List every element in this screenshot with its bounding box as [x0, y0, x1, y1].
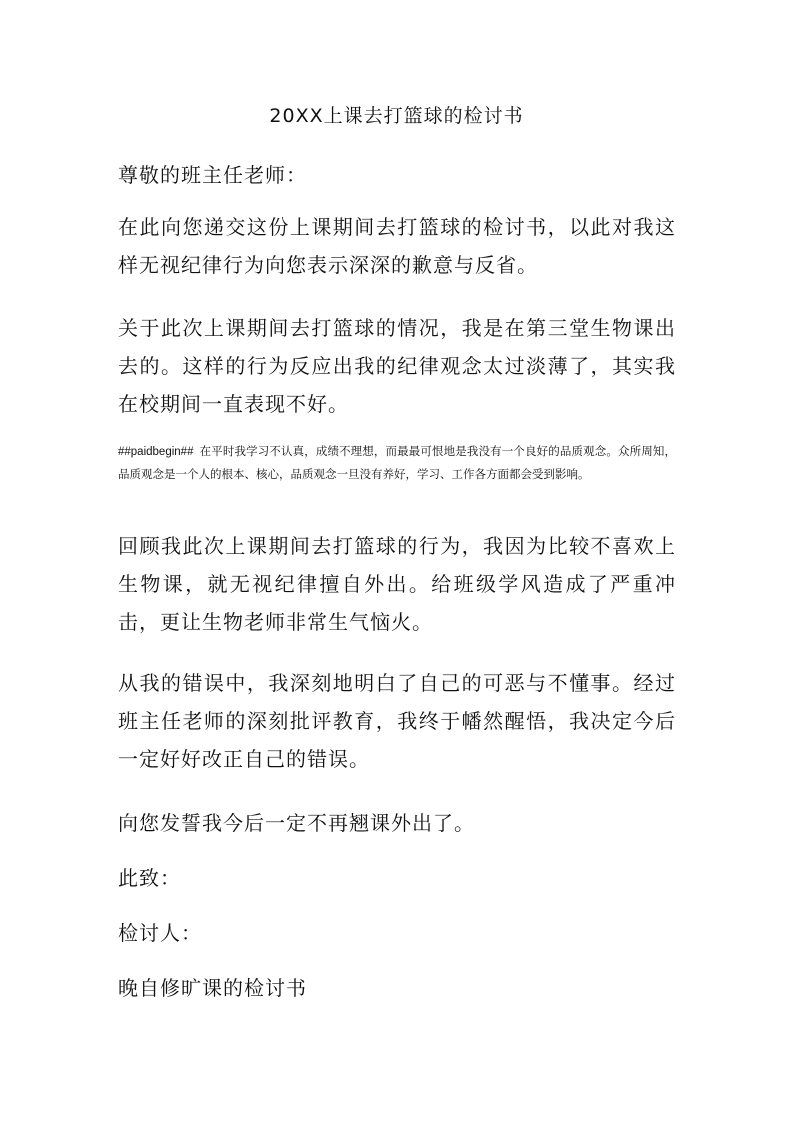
paragraph-situation: 关于此次上课期间去打篮球的情况，我是在第三堂生物课出去的。这样的行为反应出我的纪律观念太过淡薄了，其实我在校期间一直表现不好。 [118, 316, 676, 416]
paragraph-review: 回顾我此次上课期间去打篮球的行为，我因为比较不喜欢上生物课，就无视纪律擅自外出。给班级学风造成了严重冲击，更让生物老师非常生气恼火。 [118, 534, 676, 634]
paragraph-lesson: 从我的错误中，我深刻地明白了自己的可恶与不懂事。经过班主任老师的深刻批评教育，我终于幡然醒悟，我决定今后一定好好改正自己的错误。 [118, 671, 676, 771]
signature-label: 检讨人： [118, 921, 202, 945]
small-note [118, 440, 676, 485]
paid-marker: ##paidbegin## [118, 446, 194, 458]
salutation: 尊敬的班主任老师： [118, 163, 307, 187]
document-title: 20XX上课去打篮球的检讨书 [269, 105, 524, 127]
closing: 此致： [118, 866, 181, 890]
small-note-text: 在平时我学习不认真，成绩不理想，而最最可恨地是我没有一个良好的品质观念。众所周知，品质观念是一个人的根本、核心，品质观念一旦没有养好，学习、工作各方面都会受到影响。 [118, 444, 676, 481]
next-document-title: 晚自修旷课的检讨书 [118, 976, 307, 1000]
paragraph-apology: 在此向您递交这份上课期间去打篮球的检讨书，以此对我这样无视纪律行为向您表示深深的歉意与反省。 [118, 215, 676, 277]
paragraph-pledge: 向您发誓我今后一定不再翘课外出了。 [118, 811, 475, 835]
